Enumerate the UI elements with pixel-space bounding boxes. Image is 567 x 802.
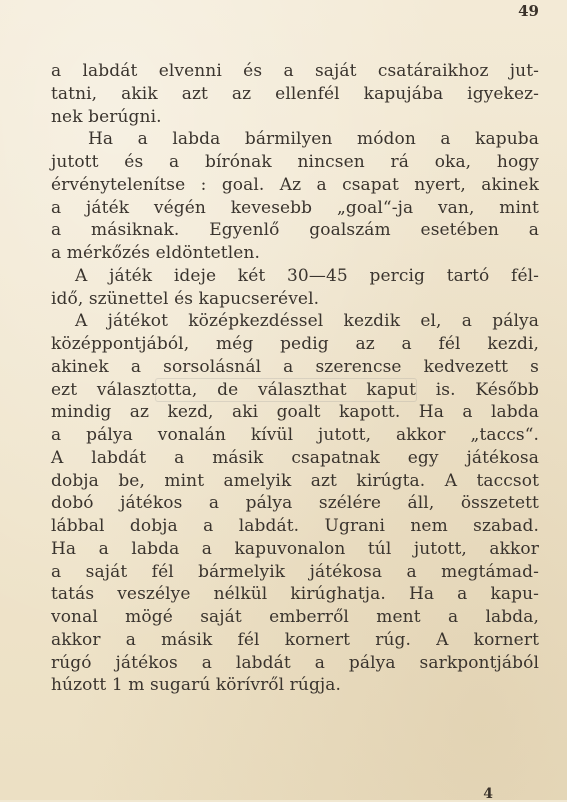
text-line: a játék végén kevesebb „goal“-ja van, mint [51, 197, 539, 218]
text-line: A játék ideje két 30—45 percig tartó fél- [75, 265, 539, 286]
text-line: a labdát elvenni és a saját csatáraikhoz jut- [51, 61, 539, 81]
text-line: idő, szünettel és kapucserével. [51, 288, 320, 309]
text-line: A labdát a másik csapatnak egy játékosa [51, 447, 539, 468]
text-line: vonal mögé saját emberről ment a labda, [51, 607, 539, 627]
text-line: dobja be, mint amelyik azt kirúgta. A taccsot [51, 470, 539, 491]
text-line: a másiknak. Egyenlő goalszám esetében a [51, 220, 539, 241]
text-line: a mérkőzés eldöntetlen. [51, 243, 260, 263]
text-line: középpontjából, még pedig az a fél kezdi, [51, 334, 539, 354]
text-line: Ha a labda bármilyen módon a kapuba [88, 129, 539, 150]
text-line: Ha a labda a kapuvonalon túl jutott, akkor [51, 538, 539, 559]
text-line: érvénytelenítse : goal. Az a csapat nyert, akinek [51, 174, 539, 195]
text-line: dobó játékos a pálya szélére áll, összetett [51, 493, 539, 514]
text-line: a saját fél bármelyik játékosa a megtámad- [51, 561, 539, 582]
text-line: húzott 1 m sugarú körívről rúgja. [51, 675, 342, 696]
text-line: a pálya vonalán kívül jutott, akkor „taccs“. [51, 425, 539, 445]
page-number: 49 [518, 2, 539, 20]
text-line: akkor a másik fél kornert rúg. A kornert [51, 629, 539, 650]
text-line: akinek a sorsolásnál a szerencse kedvezett s [51, 356, 539, 377]
text-line: tatni, akik azt az ellenfél kapujába igyekez- [51, 83, 539, 104]
text-line: rúgó játékos a labdát a pálya sarkpontjából [51, 652, 539, 673]
text-line: mindig az kezd, aki goalt kapott. Ha a labda [51, 402, 539, 423]
signature-mark: 4 [483, 786, 493, 802]
text-line: ezt választotta, de választhat kaput is. Később [51, 379, 539, 400]
text-line: nek berúgni. [51, 106, 162, 127]
text-line: tatás veszélye nélkül kirúghatja. Ha a kapu- [51, 584, 539, 605]
text-line: jutott és a bírónak nincsen rá oka, hogy [51, 152, 539, 172]
text-line: A játékot középkezdéssel kezdik el, a pálya [75, 311, 539, 332]
body-text [51, 60, 539, 697]
text-line: lábbal dobja a labdát. Ugrani nem szabad. [51, 516, 539, 536]
